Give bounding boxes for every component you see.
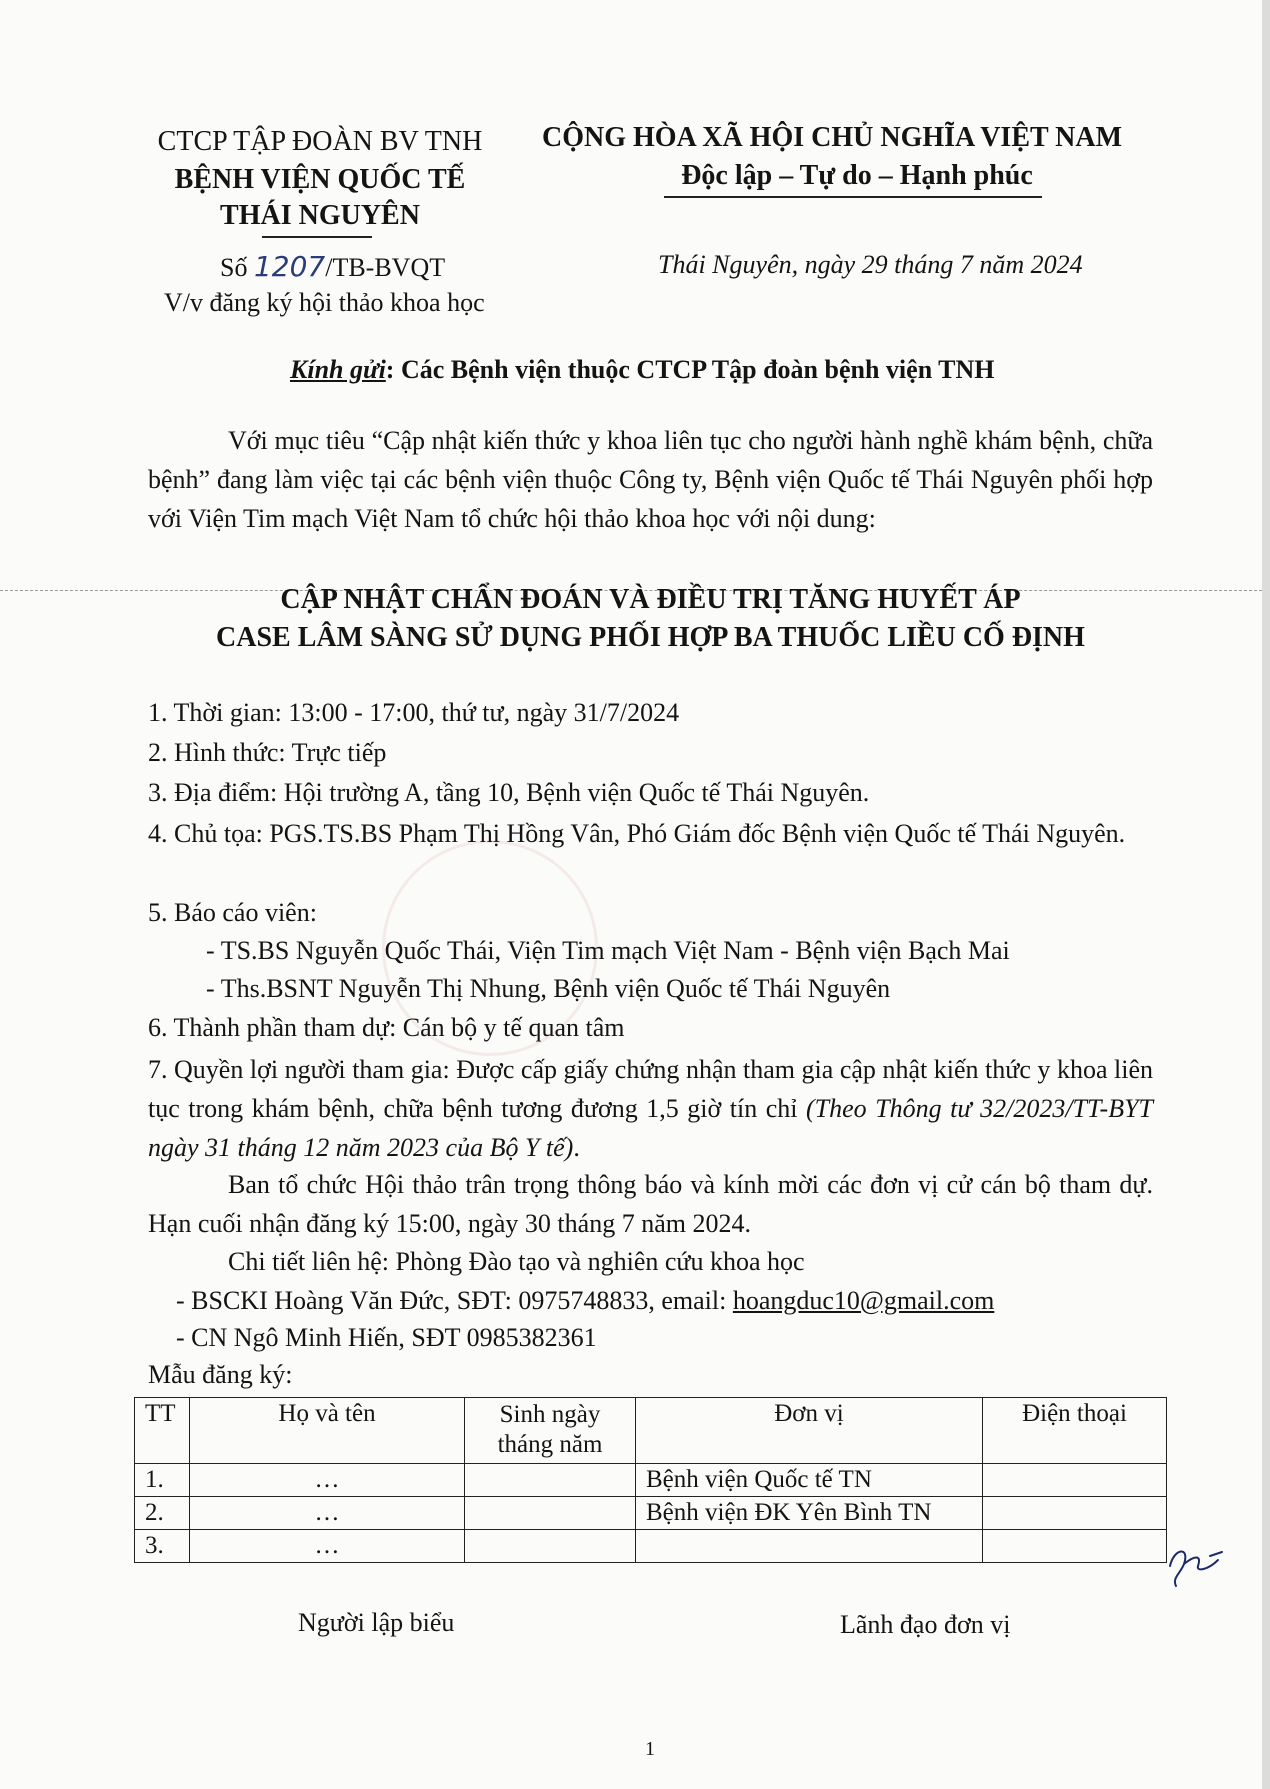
col-phone: Điện thoại	[983, 1398, 1167, 1464]
closing-paragraph: Ban tổ chức Hội thảo trân trọng thông báo và kính mời các đơn vị cử cán bộ tham dự. Hạn cuối nhận đăng ký 15:00, ngày 30 tháng 7 năm 2024.	[148, 1170, 1153, 1238]
document-number	[220, 250, 445, 283]
intro-paragraph: Với mục tiêu “Cập nhật kiến thức y khoa liên tục cho người hành nghề khám bệnh, chữa bệnh” đang làm việc tại các bệnh viện thuộc Công ty, Bệnh viện Quốc tế Thái Nguyên phối hợp với Viện Tim mạch Việt Nam tổ chức hội thảo khoa học với nội dung:	[148, 426, 1153, 533]
subject-line: V/v đăng ký hội thảo khoa học	[164, 288, 485, 317]
benefit-main: 7. Quyền lợi người tham gia: Được cấp giấy chứng nhận tham gia cập nhật kiến thức y khoa liên tục trong khám bệnh, chữa bệnh tương đương 1,5 giờ tín chỉ	[148, 1055, 1153, 1123]
form-label: Mẫu đăng ký:	[148, 1360, 293, 1389]
seminar-title-line1: CẬP NHẬT CHẨN ĐOÁN VÀ ĐIỀU TRỊ TĂNG HUYẾT ÁP	[280, 584, 1021, 615]
speaker-1: - TS.BS Nguyễn Quốc Thái, Viện Tim mạch Việt Nam - Bệnh viện Bạch Mai	[206, 936, 1010, 965]
recipient-text: : Các Bệnh viện thuộc CTCP Tập đoàn bệnh viện TNH	[385, 355, 995, 384]
row-dob	[465, 1464, 636, 1497]
row-unit	[636, 1530, 983, 1563]
contact-person-2: - CN Ngô Minh Hiến, SĐT 0985382361	[176, 1323, 597, 1352]
recipient-line	[290, 355, 995, 385]
col-unit: Đơn vị	[636, 1398, 983, 1464]
col-name: Họ và tên	[190, 1398, 465, 1464]
row-phone	[983, 1530, 1167, 1563]
row-tt: 3.	[135, 1530, 190, 1563]
col-dob-line1: Sinh ngày	[499, 1401, 601, 1428]
signature-right-label: Lãnh đạo đơn vị	[840, 1610, 1011, 1639]
motto: Độc lập – Tự do – Hạnh phúc	[681, 160, 1033, 191]
org-line3: THÁI NGUYÊN	[220, 200, 420, 231]
col-dob	[465, 1398, 636, 1464]
row-name: …	[190, 1464, 465, 1497]
col-tt: TT	[135, 1398, 190, 1464]
row-unit: Bệnh viện Quốc tế TN	[636, 1464, 983, 1497]
number-handwritten: 1207	[253, 250, 326, 283]
item-venue: 3. Địa điểm: Hội trường A, tầng 10, Bệnh viện Quốc tế Thái Nguyên.	[148, 778, 870, 807]
signature-left-label: Người lập biểu	[298, 1608, 455, 1637]
row-unit: Bệnh viện ĐK Yên Bình TN	[636, 1497, 983, 1530]
benefit-reference: (Theo Thông tư 32/2023/TT-BYT ngày 31 tháng 12 năm 2023 của Bộ Y tế)	[148, 1094, 1154, 1162]
benefit-end: .	[573, 1133, 580, 1162]
row-tt: 1.	[135, 1464, 190, 1497]
item-form: 2. Hình thức: Trực tiếp	[148, 738, 387, 767]
item-attendees: 6. Thành phần tham dự: Cán bộ y tế quan tâm	[148, 1013, 625, 1042]
org-line2: BỆNH VIỆN QUỐC TẾ	[174, 164, 466, 195]
row-tt: 2.	[135, 1497, 190, 1530]
org-underline	[262, 236, 372, 238]
row-dob	[465, 1530, 636, 1563]
registration-table	[134, 1397, 1167, 1563]
row-dob	[465, 1497, 636, 1530]
scan-edge	[1262, 0, 1270, 1789]
table-row	[135, 1497, 1167, 1530]
number-suffix: /TB-BVQT	[325, 253, 446, 282]
item-time: 1. Thời gian: 13:00 - 17:00, thứ tư, ngày 31/7/2024	[148, 698, 680, 727]
nation-title: CỘNG HÒA XÃ HỘI CHỦ NGHĨA VIỆT NAM	[542, 122, 1123, 153]
motto-underline	[664, 196, 1042, 198]
seminar-title-line2: CASE LÂM SÀNG SỬ DỤNG PHỐI HỢP BA THUỐC LIỀU CỐ ĐỊNH	[216, 622, 1085, 653]
org-line1: CTCP TẬP ĐOÀN BV TNH	[157, 126, 483, 157]
row-name: …	[190, 1497, 465, 1530]
table-header-row	[135, 1398, 1167, 1464]
page-number: 1	[645, 1738, 655, 1760]
contact-person-1	[176, 1286, 994, 1316]
item-benefit	[148, 1050, 1153, 1167]
table-row	[135, 1464, 1167, 1497]
item-speakers-label: 5. Báo cáo viên:	[148, 898, 317, 927]
table-row	[135, 1530, 1167, 1563]
row-name: …	[190, 1530, 465, 1563]
col-dob-line2: tháng năm	[497, 1431, 603, 1458]
place-date: Thái Nguyên, ngày 29 tháng 7 năm 2024	[658, 250, 1083, 279]
number-prefix: Số	[220, 253, 248, 282]
item-chair: 4. Chủ tọa: PGS.TS.BS Phạm Thị Hồng Vân, Phó Giám đốc Bệnh viện Quốc tế Thái Nguyên.	[148, 819, 1126, 848]
contact-person-1-text: - BSCKI Hoàng Văn Đức, SĐT: 0975748833, email:	[176, 1286, 733, 1315]
handwritten-initial-signature	[1160, 1526, 1230, 1596]
contact-email-link[interactable]: hoangduc10@gmail.com	[732, 1286, 995, 1315]
row-phone	[983, 1464, 1167, 1497]
speaker-2: - Ths.BSNT Nguyễn Thị Nhung, Bệnh viện Quốc tế Thái Nguyên	[206, 974, 891, 1003]
recipient-label: Kính gửi	[290, 355, 386, 384]
row-phone	[983, 1497, 1167, 1530]
contact-heading: Chi tiết liên hệ: Phòng Đào tạo và nghiên cứu khoa học	[228, 1247, 805, 1276]
